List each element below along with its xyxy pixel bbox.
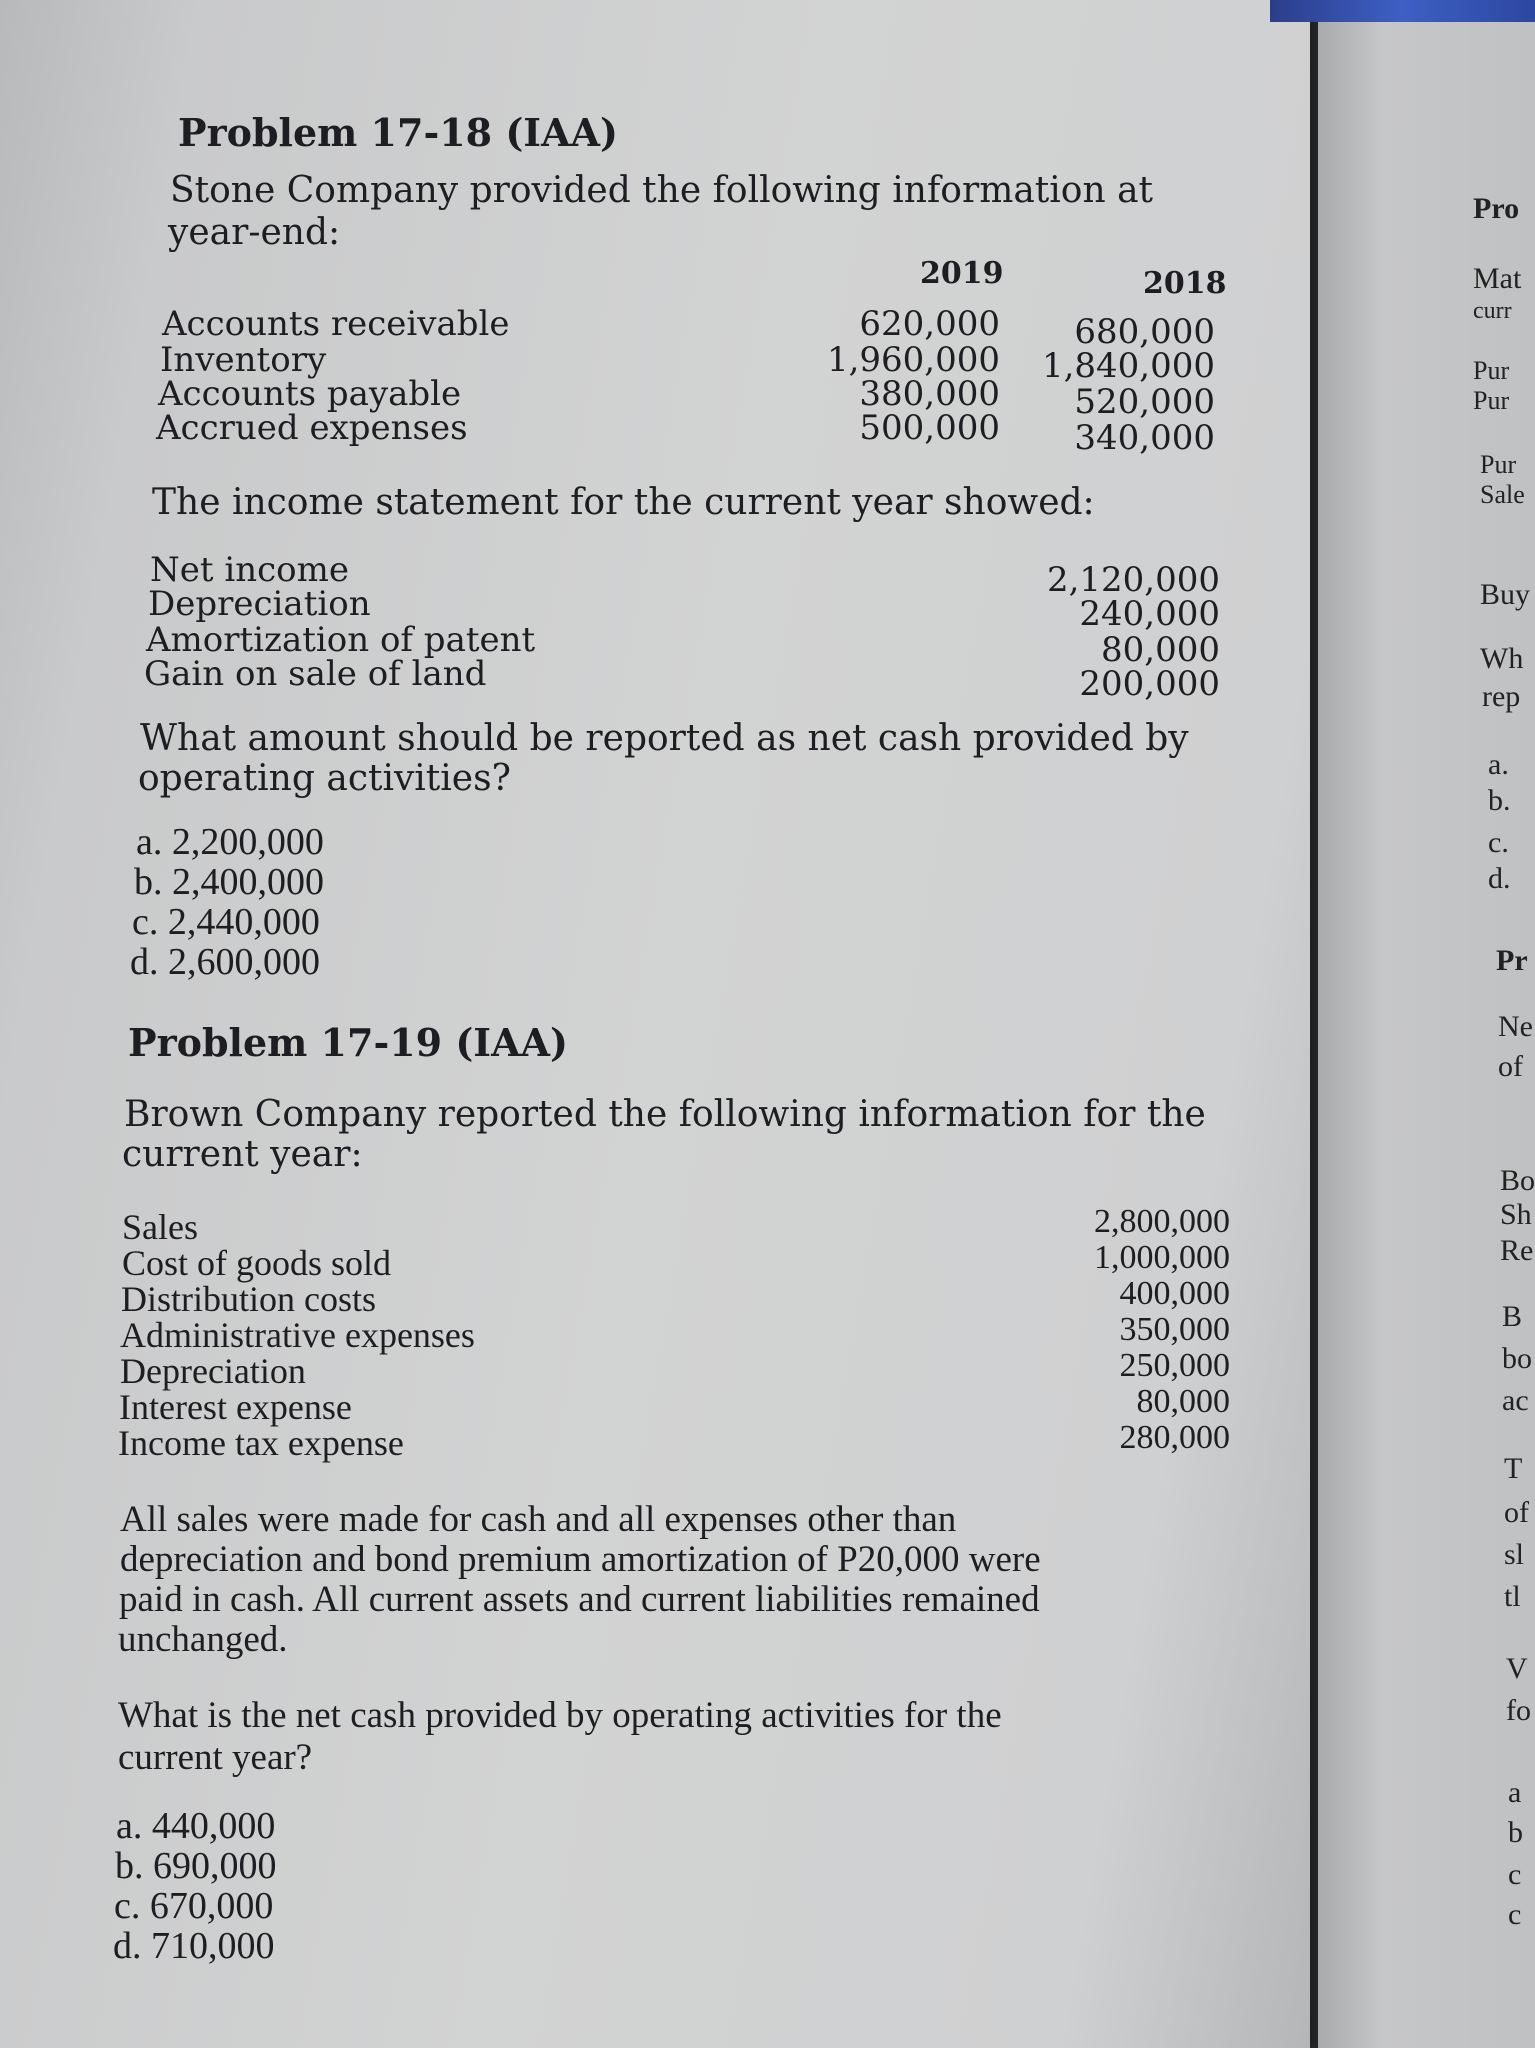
balance-2019-value: 500,000 (859, 408, 1000, 448)
balance-2018-value: 520,000 (1074, 382, 1215, 422)
income-row-value: 240,000 (1079, 594, 1220, 634)
right-page-fragment: T (1504, 1452, 1523, 1485)
right-page-fragment: d. (1488, 862, 1511, 895)
right-page-fragment: ac (1502, 1384, 1529, 1417)
right-page-fragment: Mat (1473, 262, 1522, 295)
right-page-fragment: Wh (1480, 642, 1524, 675)
right-page-fragment: c. (1488, 826, 1509, 859)
expense-row-value: 350,000 (1119, 1311, 1230, 1348)
background-object (1270, 0, 1535, 22)
right-page-fragment: Pr (1496, 944, 1528, 977)
right-page-fragment: of (1498, 1050, 1523, 1083)
right-page-fragment: Bo (1500, 1164, 1535, 1197)
problem-17-18-intro-line2: year-end: (168, 212, 341, 253)
balance-row-label: Inventory (160, 340, 327, 380)
problem-17-19-title: Problem 17-19 (IAA) (128, 1020, 569, 1065)
balance-2019-value: 380,000 (859, 374, 1000, 414)
expense-row-label: Interest expense (119, 1387, 352, 1427)
right-page-fragment: bo (1502, 1342, 1532, 1375)
right-page-fragment: of (1504, 1496, 1529, 1529)
right-page-fragment: sl (1504, 1538, 1525, 1571)
answer-option: b. 690,000 (115, 1845, 277, 1887)
expense-row-value: 250,000 (1119, 1347, 1230, 1384)
problem-17-19-para-line3: paid in cash. All current assets and current liabilities remained (119, 1579, 1040, 1620)
problem-17-18-intro-line1: Stone Company provided the following information at (170, 170, 1154, 211)
expense-row-value: 280,000 (1119, 1419, 1230, 1456)
right-page-fragment: rep (1482, 680, 1521, 713)
answer-option: c. 670,000 (114, 1885, 274, 1927)
right-page-fragment: Sale (1480, 480, 1525, 509)
balance-row-label: Accounts payable (158, 374, 462, 414)
problem-17-19-para-line4: unchanged. (118, 1619, 288, 1660)
income-row-value: 80,000 (1101, 630, 1220, 670)
answer-option: a. 2,200,000 (136, 821, 324, 863)
right-page-fragment: b (1508, 1816, 1523, 1849)
right-page-fragment: V (1506, 1652, 1528, 1685)
right-page-fragment: fo (1506, 1694, 1531, 1727)
answer-option: d. 2,600,000 (130, 941, 320, 983)
problem-17-18-question-line1: What amount should be reported as net cash provided by (140, 718, 1189, 759)
income-row-value: 2,120,000 (1046, 560, 1220, 600)
right-page-fragment: Pur (1473, 386, 1510, 415)
expense-row-value: 1,000,000 (1094, 1239, 1230, 1276)
income-row-label: Depreciation (148, 584, 371, 624)
right-page-fragment: c (1508, 1858, 1522, 1891)
right-page-fragment: Buy (1480, 578, 1531, 611)
answer-option: d. 710,000 (113, 1925, 275, 1967)
expense-row-label: Sales (122, 1207, 198, 1247)
right-page-fragment: Pro (1473, 192, 1520, 225)
answer-option: a. 440,000 (116, 1805, 276, 1847)
problem-17-18-question-line2: operating activities? (138, 758, 511, 799)
right-page-fragment: c (1508, 1898, 1522, 1931)
income-row-label: Gain on sale of land (144, 654, 487, 694)
right-page-fragment: Pur (1480, 450, 1517, 479)
income-statement-intro: The income statement for the current year showed: (152, 482, 1095, 523)
right-page-fragment: Ne (1498, 1010, 1533, 1043)
balance-2018-value: 1,840,000 (1041, 346, 1215, 386)
right-page-fragment: Pur (1473, 356, 1510, 385)
problem-17-19-question-line1: What is the net cash provided by operating activities for the (118, 1695, 1002, 1736)
right-page-fragment: b. (1488, 784, 1511, 817)
answer-option: c. 2,440,000 (132, 901, 320, 943)
income-row-value: 200,000 (1079, 664, 1220, 704)
right-page (1318, 0, 1535, 2048)
problem-17-19-intro-line1: Brown Company reported the following information for the (124, 1094, 1206, 1135)
problem-17-19-para-line2: depreciation and bond premium amortization of P20,000 were (120, 1539, 1041, 1580)
right-page-fragment: Re (1500, 1234, 1534, 1267)
balance-2018-value: 340,000 (1074, 418, 1215, 458)
balance-row-label: Accrued expenses (156, 408, 468, 448)
expense-row-label: Administrative expenses (120, 1315, 475, 1355)
expense-row-label: Cost of goods sold (122, 1243, 392, 1283)
income-row-label: Net income (150, 550, 349, 590)
right-page-fragment: a (1508, 1776, 1522, 1809)
problem-17-19-intro-line2: current year: (122, 1134, 363, 1175)
right-page-fragment: B (1502, 1300, 1523, 1333)
expense-row-value: 2,800,000 (1094, 1203, 1230, 1240)
problem-17-19-question-line2: current year? (118, 1737, 313, 1778)
balance-2018-value: 680,000 (1074, 312, 1215, 352)
expense-row-label: Depreciation (120, 1351, 306, 1391)
income-row-label: Amortization of patent (146, 620, 536, 660)
year-2018-header: 2018 (1143, 266, 1227, 301)
right-page-fragment: tl (1504, 1580, 1521, 1613)
problem-17-19-para-line1: All sales were made for cash and all expenses other than (120, 1499, 957, 1540)
expense-row-label: Distribution costs (121, 1279, 377, 1319)
right-page-fragment: curr (1473, 298, 1512, 324)
expense-row-value: 80,000 (1136, 1383, 1230, 1420)
balance-2019-value: 620,000 (859, 304, 1000, 344)
answer-option: b. 2,400,000 (134, 861, 324, 903)
year-2019-header: 2019 (920, 256, 1004, 291)
expense-row-label: Income tax expense (118, 1423, 404, 1463)
expense-row-value: 400,000 (1119, 1275, 1230, 1312)
right-page-fragment: Sh (1500, 1198, 1532, 1231)
balance-row-label: Accounts receivable (162, 304, 510, 344)
balance-2019-value: 1,960,000 (826, 340, 1000, 380)
right-page-fragment: a. (1488, 748, 1509, 781)
problem-17-18-title: Problem 17-18 (IAA) (178, 110, 619, 155)
